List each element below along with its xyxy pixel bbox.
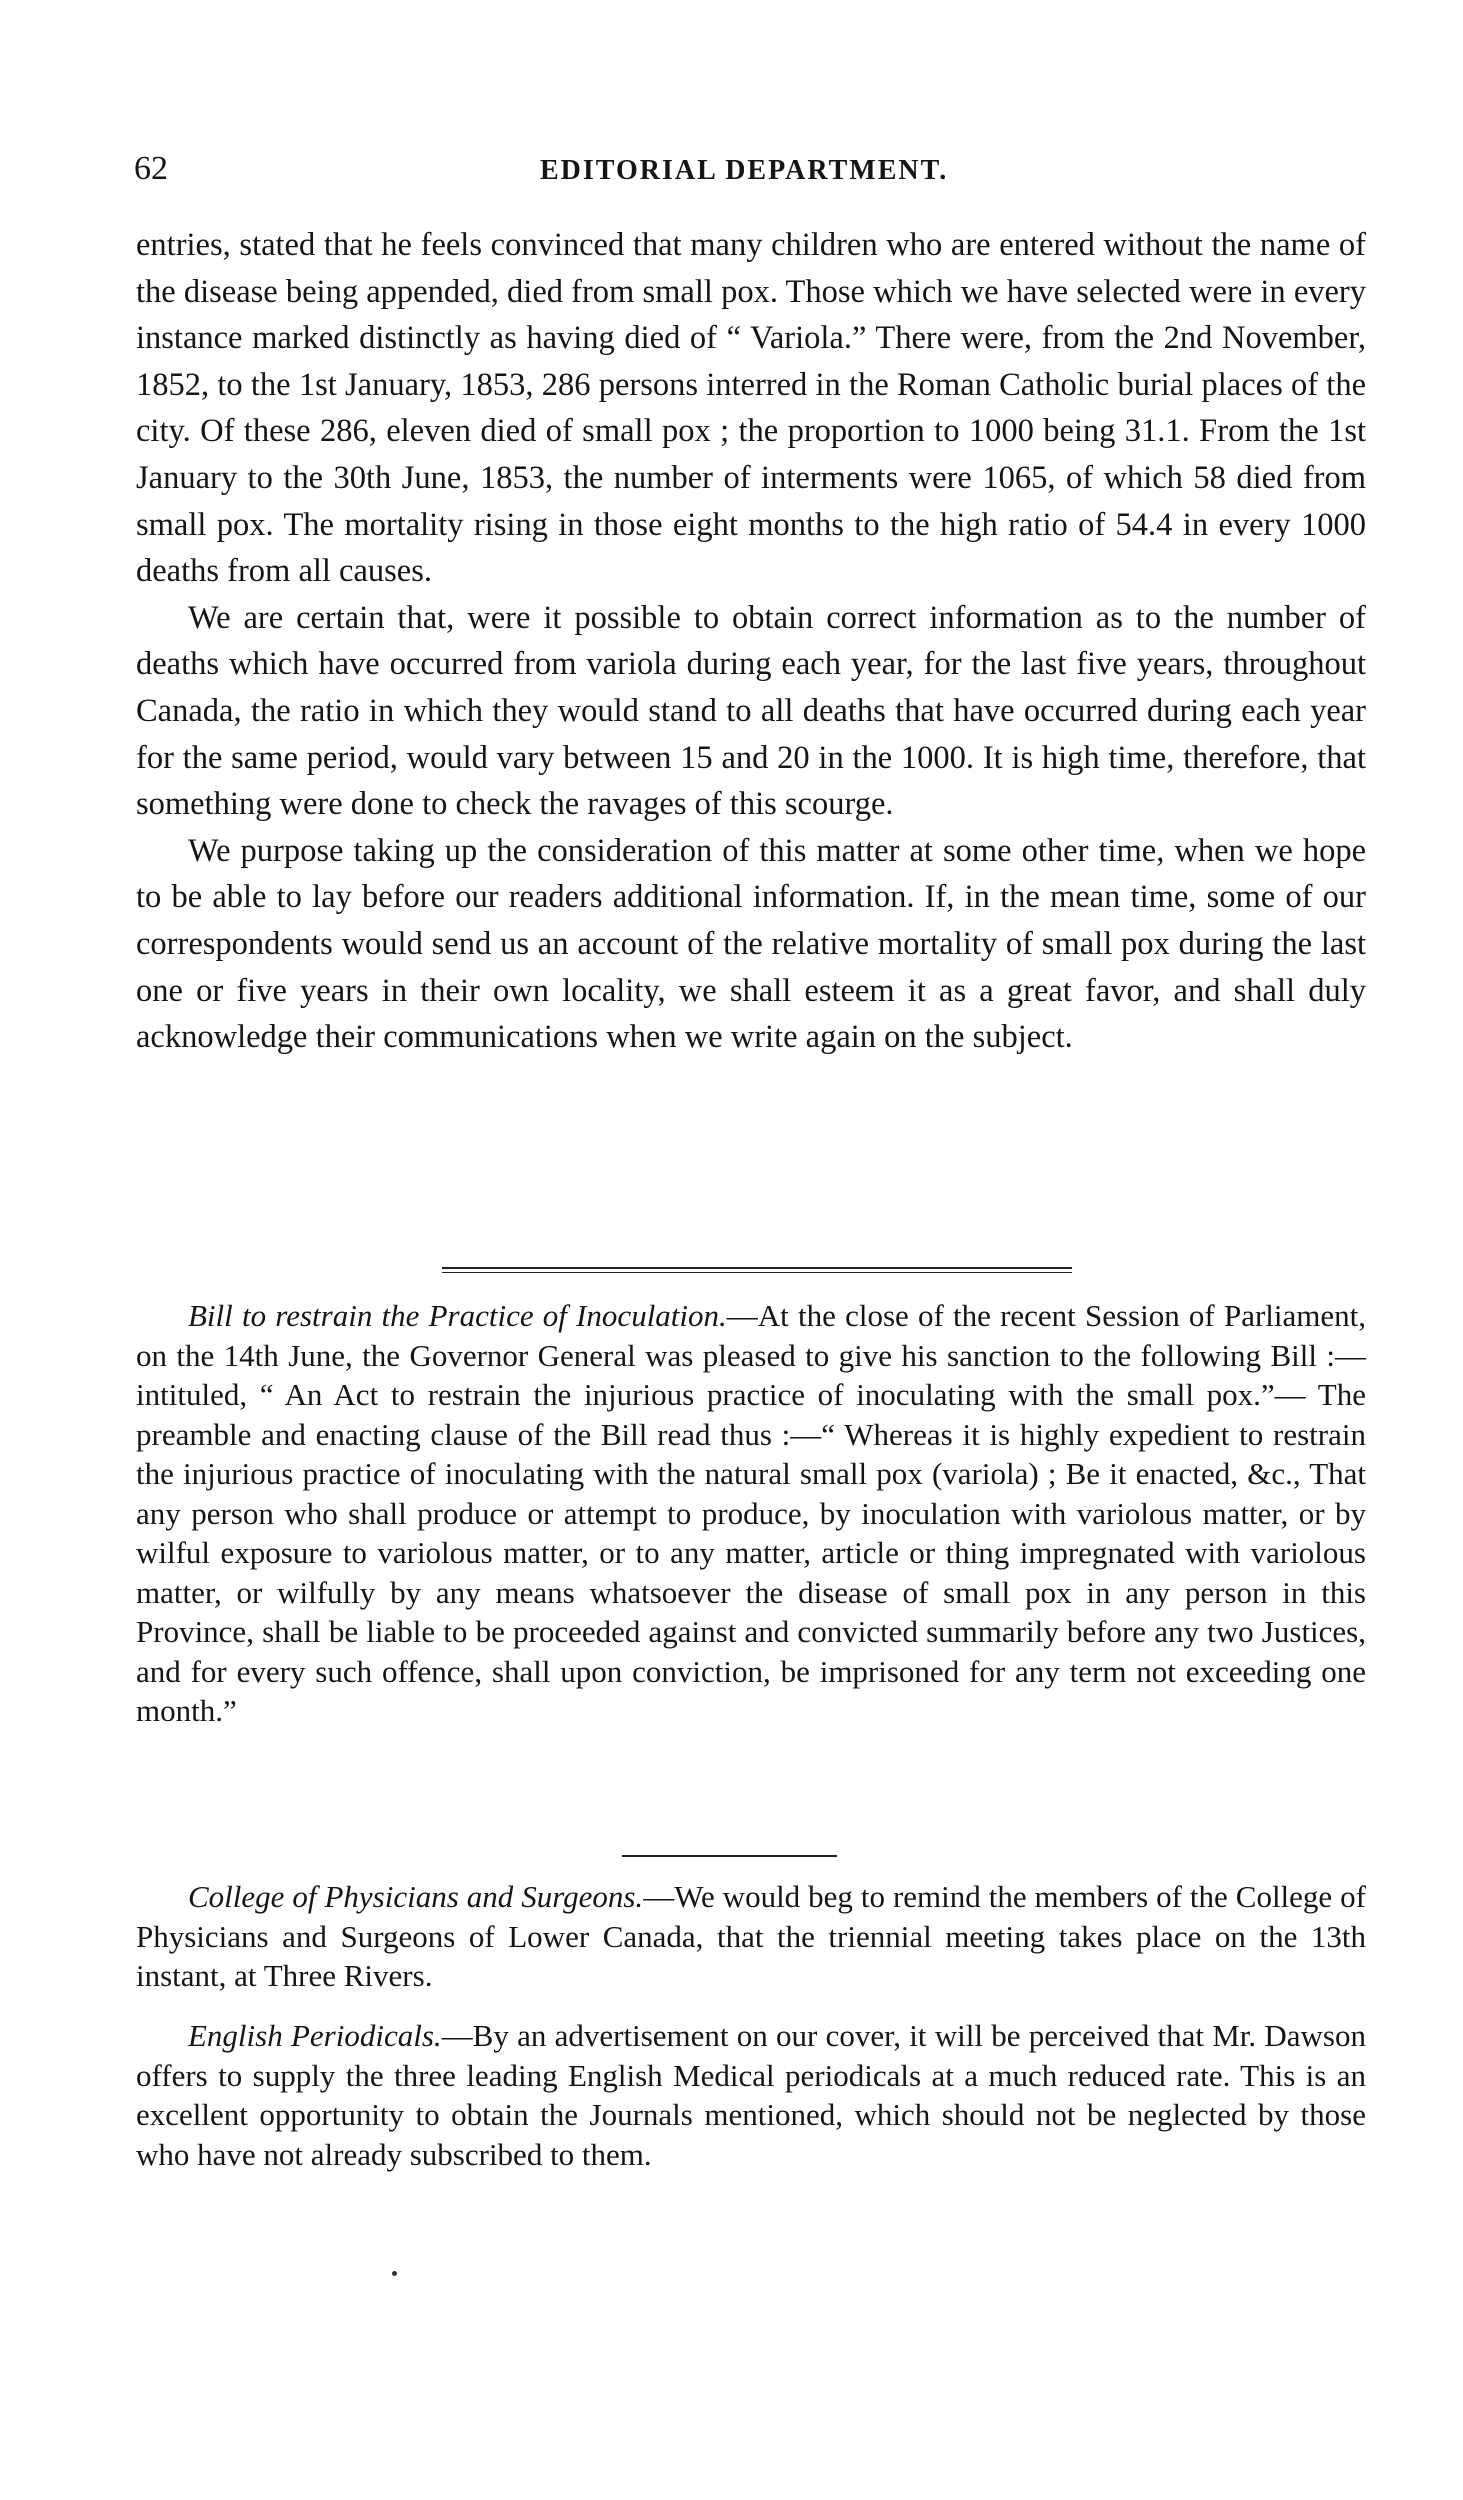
notice-body: —We would beg to remind the members of the College of Physicians and Surgeons of Lower Canada, that the triennial meeting takes place on the 13th instant, at Three Rivers. [136,1879,1366,1993]
running-head: EDITORIAL DEPARTMENT. [540,155,949,186]
paragraph-future-consideration: We purpose taking up the consideration of this matter at some other time, when we hope to be able to lay before our readers additional information. If, in the mean time, some of our correspondents would send us an account of the relative mortality of small pox during the last one or five years in their own locality, we shall esteem it as a great favor, and shall duly acknowledge their communications when we write again on the subject. [136,832,1366,1056]
notice-english-periodicals [136,2016,1366,2174]
paragraph-variola-ratio: We are certain that, were it possible to obtain correct information as to the number of deaths which have occurred from variola during each year, for the last five years, throughout Canada, the ratio in which they would stand to all deaths that have occurred during each year for the same period, would vary between 15 and 20 in the 1000. It is high time, therefore, that something were done to check the ravages of this scourge. [136,599,1366,823]
section-divider-rule-thin [442,1272,1072,1273]
notice-divider-rule [622,1855,837,1857]
notice-heading: College of Physicians and Surgeons. [188,1879,644,1914]
notice-inoculation-bill [136,1296,1366,1731]
page-number: 62 [134,150,168,187]
notice-heading: Bill to restrain the Practice of Inoculation. [188,1298,727,1333]
article-body [136,222,1366,1061]
print-speck [392,2271,397,2276]
notice-body: —At the close of the recent Session of Parliament, on the 14th June, the Governor General was pleased to give his sanction to the following Bill :—intituled, “ An Act to restrain the injurious practice of inoculating with the small pox.”— The preamble and enacting clause of the Bill read thus :—“ Whereas it is highly expedient to restrain the injurious practice of inoculating with the natural small pox (variola) ; Be it enacted, &c., That any person who shall produce or attempt to produce, by inoculation with variolous matter, or by wilful exposure to variolous matter, or to any matter, article or thing impregnated with variolous matter, or wilfully by any means whatsoever the disease of small pox in any person in this Province, shall be liable to be proceeded against and convicted summarily before any two Justices, and for every such offence, shall upon conviction, be imprisoned for any term not exceeding one month.” [136,1298,1366,1728]
section-divider-rule [442,1267,1072,1269]
notice-body: —By an advertisement on our cover, it will be perceived that Mr. Dawson offers to supply the three leading English Medical periodicals at a much reduced rate. This is an excellent opportunity to obtain the Journals mentioned, which should not be neglected by those who have not already subscribed to them. [136,2018,1366,2172]
notice-heading: English Periodicals. [188,2018,442,2053]
notice-college-meeting [136,1877,1366,1996]
paragraph-continuation: entries, stated that he feels convinced that many children who are entered without the name of the disease being appended, died from small pox. Those which we have selected were in every instance marked distinctly as having died of “ Variola.” There were, from the 2nd November, 1852, to the 1st January, 1853, 286 persons interred in the Roman Catholic burial places of the city. Of these 286, eleven died of small pox ; the proportion to 1000 being 31.1. From the 1st January to the 30th June, 1853, the number of interments were 1065, of which 58 died from small pox. The mortality rising in those eight months to the high ratio of 54.4 in every 1000 deaths from all causes. [136,227,1366,590]
